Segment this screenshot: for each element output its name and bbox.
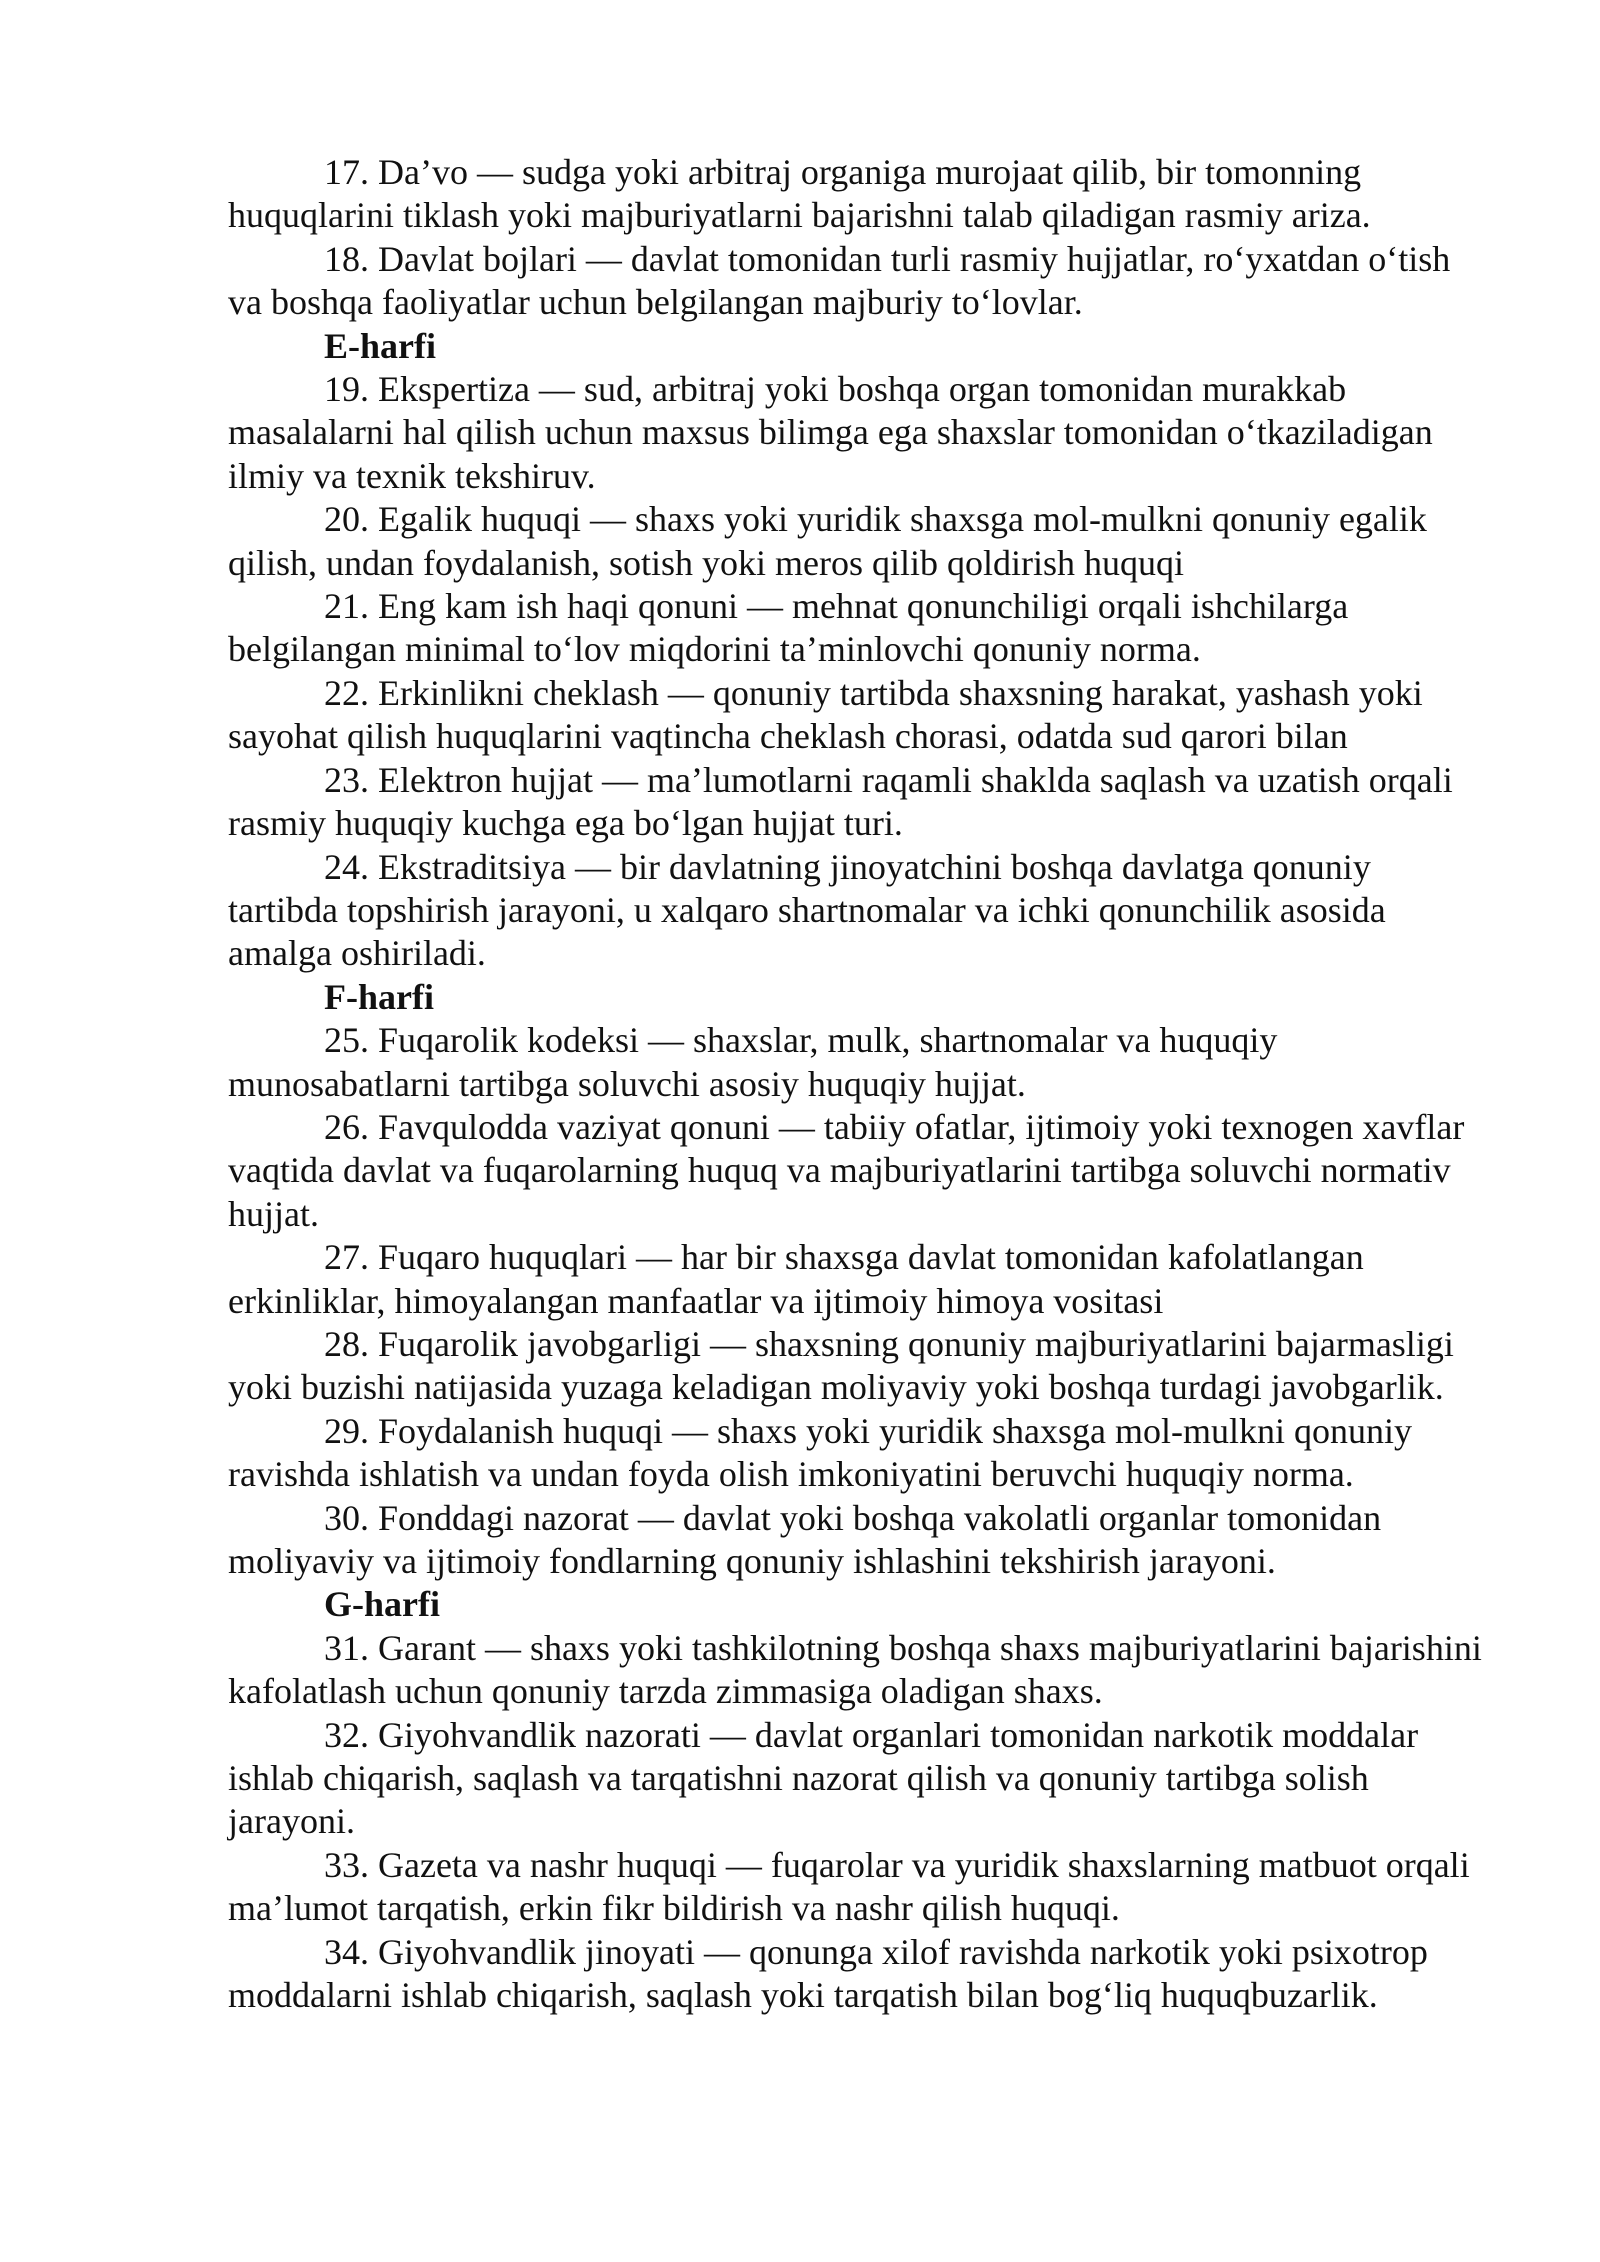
glossary-entry-21: 21. Eng kam ish haqi qonuni — mehnat qonunchiligi orqali ishchilarga belgilangan minimal to‘lov miqdorini ta’minlovchi qonuniy norma.: [228, 586, 1349, 670]
glossary-entry-32: 32. Giyohvandlik nazorati — davlat organlari tomonidan narkotik moddalar ishlab chiqarish, saqlash va tarqatishni nazorat qilish va qonuniy tartibga solish jarayoni.: [228, 1714, 1419, 1842]
document-page: [228, 151, 1488, 2017]
glossary-entry-24: 24. Ekstraditsiya — bir davlatning jinoyatchini boshqa davlatga qonuniy tartibda topshirish jarayoni, u xalqaro shartnomalar va ichki qonunchilik asosida amalga oshiriladi.: [228, 846, 1386, 974]
glossary-entry-33: 33. Gazeta va nashr huquqi — fuqarolar va yuridik shaxslarning matbuot orqali ma’lumot tarqatish, erkin fikr bildirish va nashr qilish huquqi.: [228, 1844, 1470, 1929]
glossary-entry-29: 29. Foydalanish huquqi — shaxs yoki yuridik shaxsga mol-mulkni qonuniy ravishda ishlatish va undan foyda olish imkoniyatini beruvchi huquqiy norma.: [228, 1410, 1412, 1495]
glossary-entry-20: 20. Egalik huquqi — shaxs yoki yuridik shaxsga mol-mulkni qonuniy egalik qilish, undan foydalanish, sotish yoki meros qilib qoldirish huquqi: [228, 499, 1427, 583]
glossary-entry-27: 27. Fuqaro huquqlari — har bir shaxsga davlat tomonidan kafolatlangan erkinliklar, himoyalangan manfaatlar va ijtimoiy himoya vositasi: [228, 1237, 1364, 1321]
glossary-entry-17: 17. Da’vo — sudga yoki arbitraj organiga murojaat qilib, bir tomonning huquqlarini tiklash yoki majburiyatlarni bajarishni talab qiladigan rasmiy ariza.: [228, 152, 1371, 236]
glossary-entry-34: 34. Giyohvandlik jinoyati — qonunga xilof ravishda narkotik yoki psixotrop moddalarni ishlab chiqarish, saqlash yoki tarqatish bilan bog‘liq huquqbuzarlik.: [228, 1931, 1428, 2016]
glossary-entry-23: 23. Elektron hujjat — ma’lumotlarni raqamli shaklda saqlash va uzatish orqali rasmiy huquqiy kuchga ega bo‘lgan hujjat turi.: [228, 759, 1453, 844]
section-heading-e: E-harfi: [324, 325, 436, 366]
section-heading-g: G-harfi: [324, 1584, 440, 1625]
glossary-entry-25: 25. Fuqarolik kodeksi — shaxslar, mulk, shartnomalar va huquqiy munosabatlarni tartibga soluvchi asosiy huquqiy hujjat.: [228, 1020, 1278, 1104]
glossary-entry-26: 26. Favqulodda vaziyat qonuni — tabiiy ofatlar, ijtimoiy yoki texnogen xavflar vaqtida davlat va fuqarolarning huquq va majburiyatlarini tartibga soluvchi normativ hujjat.: [228, 1106, 1465, 1234]
section-heading-f: F-harfi: [324, 976, 434, 1017]
glossary-entry-22: 22. Erkinlikni cheklash — qonuniy tartibda shaxsning harakat, yashash yoki sayohat qilish huquqlarini vaqtincha cheklash chorasi, odatda sud qarori bilan: [228, 672, 1423, 757]
glossary-entry-31: 31. Garant — shaxs yoki tashkilotning boshqa shaxs majburiyatlarini bajarishini kafolatlash uchun qonuniy tarzda zimmasiga oladigan shaxs.: [228, 1627, 1482, 1712]
glossary-entry-19: 19. Ekspertiza — sud, arbitraj yoki boshqa organ tomonidan murakkab masalalarni hal qilish uchun maxsus bilimga ega shaxslar tomonidan o‘tkaziladigan ilmiy va texnik tekshiruv.: [228, 369, 1433, 496]
glossary-entry-28: 28. Fuqarolik javobgarligi — shaxsning qonuniy majburiyatlarini bajarmasligi yoki buzishi natijasida yuzaga keladigan moliyaviy yoki boshqa turdagi javobgarlik.: [228, 1323, 1454, 1408]
glossary-entry-30: 30. Fonddagi nazorat — davlat yoki boshqa vakolatli organlar tomonidan moliyaviy va ijtimoiy fondlarning qonuniy ishlashini tekshirish jarayoni.: [228, 1497, 1382, 1581]
glossary-entry-18: 18. Davlat bojlari — davlat tomonidan turli rasmiy hujjatlar, ro‘yxatdan o‘tish va boshqa faoliyatlar uchun belgilangan majburiy to‘lovlar.: [228, 238, 1451, 323]
